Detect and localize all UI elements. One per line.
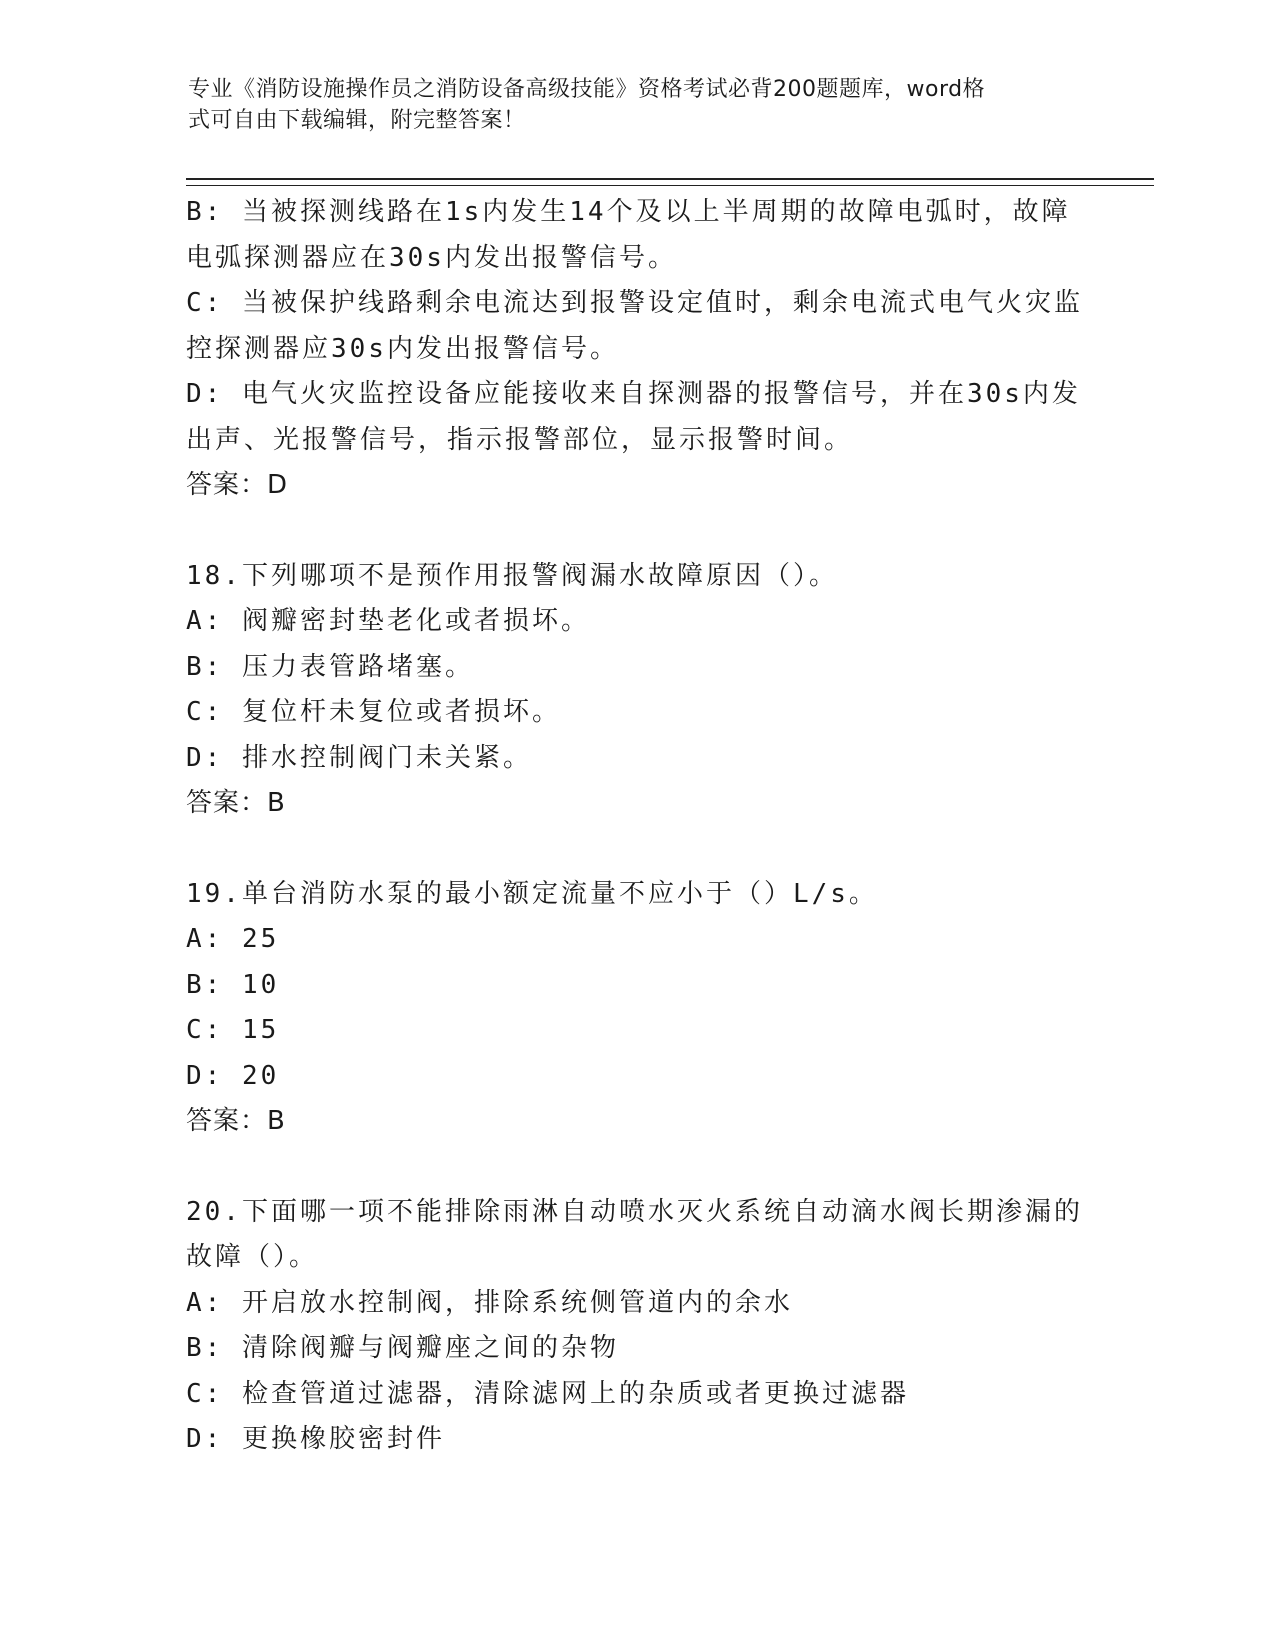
answer-line: 答案：D — [186, 470, 289, 500]
question-19 — [186, 872, 1086, 1145]
header-line-2: 式可自由下载编辑，附完整答案！ — [188, 108, 526, 133]
option-line: B: 当被探测线路在1s内发生14个及以上半周期的故障电弧时，故障 — [186, 197, 1071, 227]
option-line: D: 电气火灾监控设备应能接收来自探测器的报警信号，并在30s内发 — [186, 379, 1081, 409]
option-b: B: 10 — [186, 969, 280, 1000]
question-stem: 19.单台消防水泵的最小额定流量不应小于（）L/s。 — [186, 878, 878, 909]
question-18 — [186, 554, 1086, 827]
option-line: 出声、光报警信号，指示报警部位，显示报警时间。 — [186, 424, 854, 455]
option-d: D: 排水控制阀门未关紧。 — [186, 742, 532, 773]
option-c: C: 15 — [186, 1015, 280, 1045]
option-b: B: 清除阀瓣与阀瓣座之间的杂物 — [186, 1333, 619, 1363]
option-a: A: 开启放水控制阀，排除系统侧管道内的余水 — [186, 1287, 793, 1318]
header-line-1: 专业《消防设施操作员之消防设备高级技能》资格考试必背200题题库，word格 — [188, 77, 986, 102]
option-line: 控探测器应30s内发出报警信号。 — [186, 333, 619, 364]
option-line: 电弧探测器应在30s内发出报警信号。 — [186, 242, 677, 273]
spacer — [186, 827, 1086, 872]
answer-line: 答案：B — [186, 1106, 286, 1136]
question-stem: 20.下面哪一项不能排除雨淋自动喷水灭火系统自动滴水阀长期渗漏的 — [186, 1196, 1083, 1227]
option-a: A: 25 — [186, 924, 280, 954]
option-a: A: 阀瓣密封垫老化或者损坏。 — [186, 606, 590, 636]
option-d: D: 20 — [186, 1060, 280, 1091]
question-content — [186, 190, 1086, 1463]
question-20 — [186, 1190, 1086, 1463]
answer-line: 答案：B — [186, 788, 286, 818]
option-b: B: 压力表管路堵塞。 — [186, 651, 474, 682]
question-stem-continued: 故障（）。 — [186, 1242, 319, 1272]
question-17-carryover — [186, 190, 1086, 509]
option-line: C: 当被保护线路剩余电流达到报警设定值时，剩余电流式电气火灾监 — [186, 288, 1083, 318]
spacer — [186, 509, 1086, 554]
document-header — [188, 74, 1068, 136]
spacer — [186, 1145, 1086, 1190]
option-c: C: 复位杆未复位或者损坏。 — [186, 697, 561, 727]
option-c: C: 检查管道过滤器，清除滤网上的杂质或者更换过滤器 — [186, 1378, 909, 1409]
question-stem: 18.下列哪项不是预作用报警阀漏水故障原因（）。 — [186, 560, 838, 591]
option-d: D: 更换橡胶密封件 — [186, 1424, 445, 1454]
header-divider — [186, 178, 1154, 186]
